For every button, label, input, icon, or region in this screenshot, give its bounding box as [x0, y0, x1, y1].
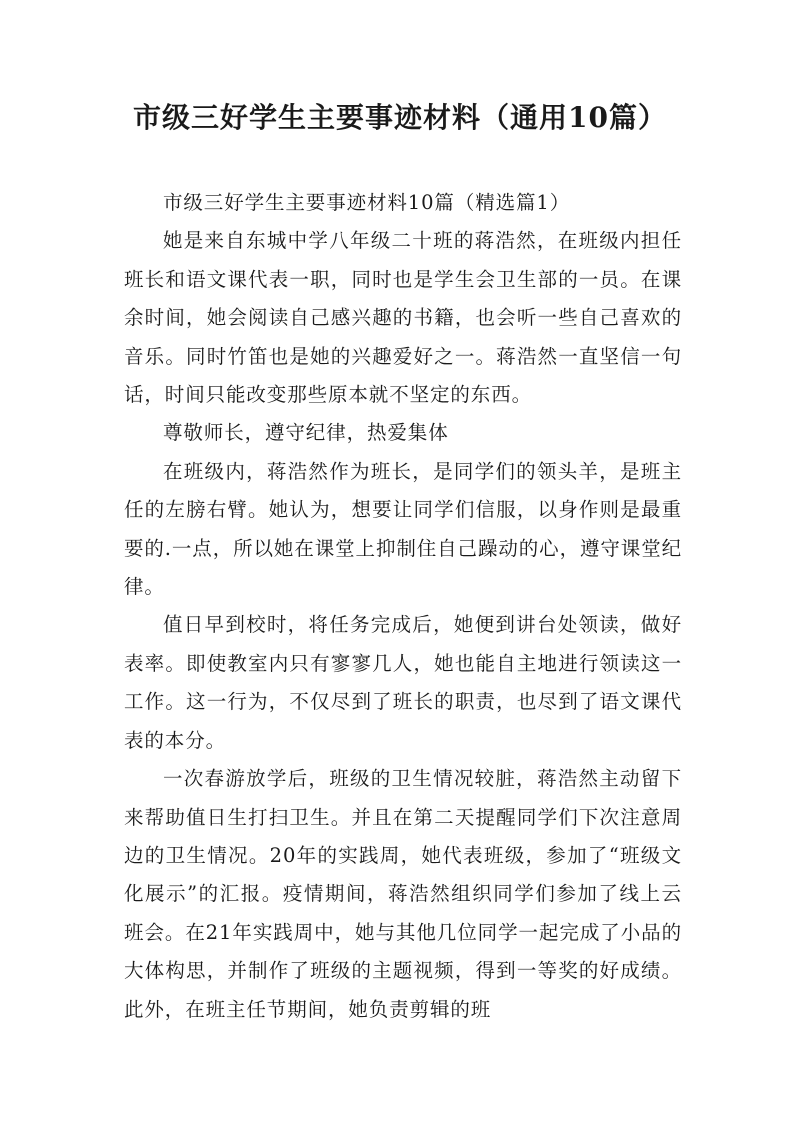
paragraph: 一次春游放学后，班级的卫生情况较脏，蒋浩然主动留下来帮助值日生打扫卫生。并且在第二天提醒同学们下次注意周边的卫生情况。20年的实践周，她代表班级，参加了“班级文化展示”的汇报。疫情期间，蒋浩然组织同学们参加了线上云班会。在21年实践周中，她与其他几位同学一起完成了小品的大体构思，并制作了班级的主题视频，得到一等奖的好成绩。此外，在班主任节期间，她负责剪辑的班	[124, 767, 682, 1021]
paragraph: 在班级内，蒋浩然作为班长，是同学们的领头羊，是班主任的左膀右臂。她认为，想要让同学们信服，以身作则是最重要的.一点，所以她在课堂上抑制住自己躁动的心，遵守课堂纪律。	[124, 459, 682, 599]
section-subheading: 尊敬师长，遵守纪律，热爱集体	[163, 421, 449, 445]
document-title: 市级三好学生主要事迹材料（通用10篇）	[133, 101, 667, 134]
paragraph: 值日早到校时，将任务完成后，她便到讲台处领读，做好表率。即使教室内只有寥寥几人，她也能自主地进行领读这一工作。这一行为，不仅尽到了班长的职责，也尽到了语文课代表的本分。	[124, 613, 682, 752]
section-heading: 市级三好学生主要事迹材料10篇（精选篇1）	[163, 191, 571, 214]
document-body	[124, 184, 682, 1029]
paragraph: 她是来自东城中学八年级二十班的蒋浩然，在班级内担任班长和语文课代表一职，同时也是学生会卫生部的一员。在课余时间，她会阅读自己感兴趣的书籍，也会听一些自己喜欢的音乐。同时竹笛也是她的兴趣爱好之一。蒋浩然一直坚信一句话，时间只能改变那些原本就不坚定的东西。	[124, 229, 682, 407]
